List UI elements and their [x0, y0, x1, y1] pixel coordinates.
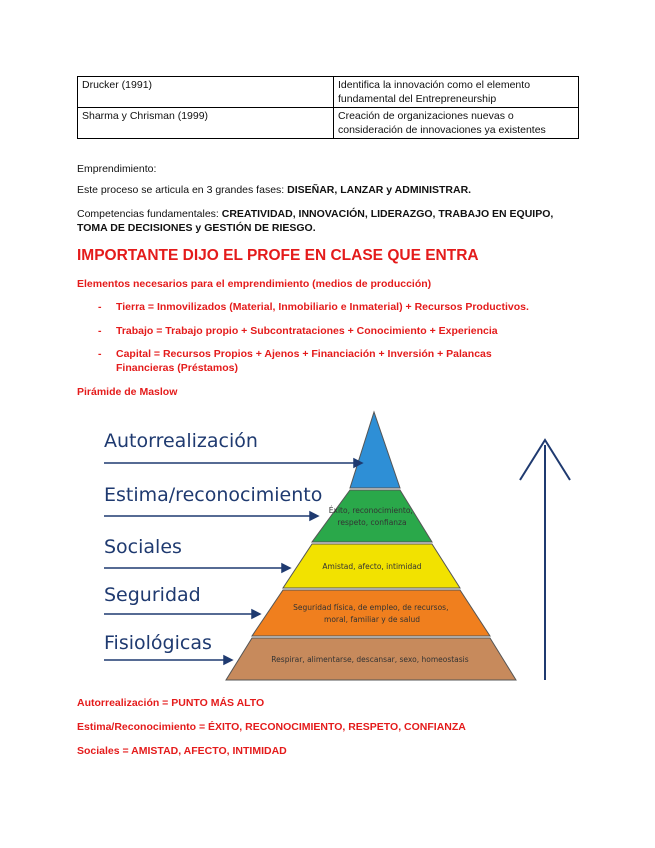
table-cell: Drucker (1991) — [78, 77, 334, 108]
arrow-head-icon — [224, 656, 232, 664]
pyramid-tier-seguridad — [252, 590, 490, 636]
important-heading: IMPORTANTE DIJO EL PROFE EN CLASE QUE ENTRA — [77, 247, 479, 264]
table-cell: Creación de organizaciones nuevas o consideración de innovaciones ya existentes — [334, 108, 579, 139]
pyramid-tier-estima — [312, 490, 432, 542]
summary-line: Autorrealización = PUNTO MÁS ALTO — [77, 697, 265, 709]
level-label-seguridad: Seguridad — [104, 584, 201, 606]
level-label-sociales: Sociales — [104, 536, 182, 558]
emprendimiento-heading: Emprendimiento: — [77, 163, 157, 175]
table-cell: Identifica la innovación como el elemento fundamental del Entrepreneurship — [334, 77, 579, 108]
summary-line: Estima/Reconocimiento = ÉXITO, RECONOCIMIENTO, RESPETO, CONFIANZA — [77, 721, 466, 733]
elementos-heading: Elementos necesarios para el emprendimiento (medios de producción) — [77, 278, 432, 290]
competencias-prefix: Competencias fundamentales: — [77, 208, 222, 220]
tier-desc-line: moral, familiar y de salud — [324, 615, 420, 624]
bullet-dash: - — [98, 348, 102, 360]
summary-line: Sociales = AMISTAD, AFECTO, INTIMIDAD — [77, 745, 287, 757]
tier-desc-sociales: Amistad, afecto, intimidad — [322, 562, 422, 571]
tier-desc-line: Éxito, reconocimiento, — [328, 506, 413, 515]
tier-desc-line: respeto, confianza — [337, 518, 407, 527]
level-label-estima: Estima/reconocimiento — [104, 484, 323, 506]
up-arrow-icon — [520, 440, 570, 680]
arrow-head-icon — [310, 512, 318, 520]
pyramid-tier-autorrealizacion — [350, 412, 400, 488]
bullet-dash: - — [98, 325, 102, 337]
arrow-head-icon — [252, 610, 260, 618]
fases-bold: DISEÑAR, LANZAR y ADMINISTRAR. — [287, 184, 472, 196]
competencias-bold: CREATIVIDAD, INNOVACIÓN, LIDERAZGO, TRABAJO EN EQUIPO, TOMA DE DECISIONES y GESTIÓN DE RIESGO. — [77, 208, 554, 234]
table-cell: Sharma y Chrisman (1999) — [78, 108, 334, 139]
elemento-text: Trabajo = Trabajo propio + Subcontrataciones + Conocimiento + Experiencia — [116, 325, 498, 337]
elemento-text: Capital = Recursos Propios + Ajenos + Financiación + Inversión + Palancas Financieras (Préstamos) — [116, 348, 492, 374]
tier-desc-line: Seguridad física, de empleo, de recursos, — [293, 603, 449, 612]
elemento-text: Tierra = Inmovilizados (Material, Inmobiliario e Inmaterial) + Recursos Productivos. — [116, 301, 529, 313]
level-label-autorrealizacion: Autorrealización — [104, 430, 258, 452]
arrow-head-icon — [282, 564, 290, 572]
level-label-fisiologicas: Fisiológicas — [104, 632, 212, 654]
bullet-dash: - — [98, 301, 102, 313]
maslow-heading: Pirámide de Maslow — [77, 386, 178, 398]
tier-desc-fisiologicas: Respirar, alimentarse, descansar, sexo, homeostasis — [271, 655, 469, 664]
fases-prefix: Este proceso se articula en 3 grandes fases: — [77, 184, 288, 196]
